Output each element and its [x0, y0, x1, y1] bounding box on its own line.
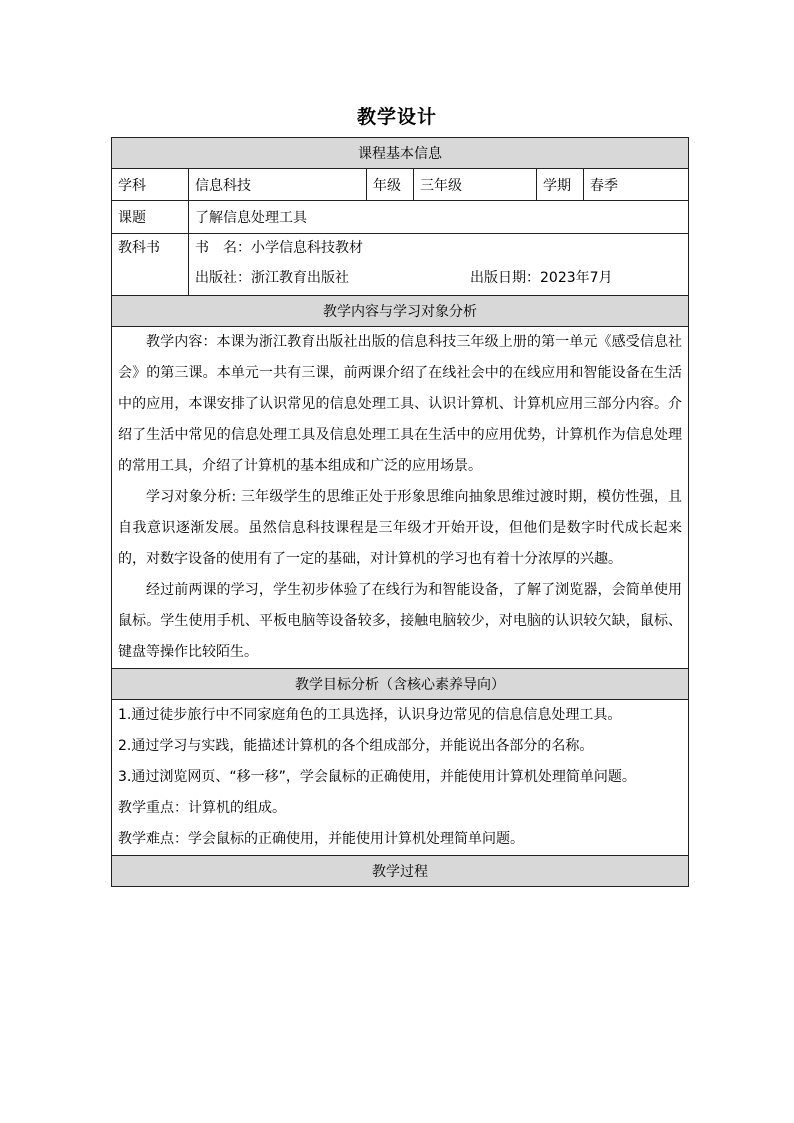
publication-date: 出版日期：2023年7月 [470, 270, 613, 286]
goal-item: 2.通过学习与实践，能描述计算机的各个组成部分，并能说出各部分的名称。 [118, 738, 594, 754]
lesson-plan-table [111, 137, 689, 887]
topic-label: 课题 [112, 201, 189, 234]
subject-row [112, 169, 689, 201]
term-value: 春季 [584, 169, 689, 201]
section-goals: 教学目标分析（含核心素养导向） [112, 669, 689, 700]
goals-row [112, 700, 689, 856]
textbook-label: 教科书 [112, 234, 189, 296]
book-name: 书 名：小学信息科技教材 [195, 240, 363, 256]
analysis-row [112, 327, 689, 669]
topic-row [112, 201, 689, 234]
section-header-row [112, 296, 689, 327]
key-point: 教学重点：计算机的组成。 [118, 800, 286, 816]
subject-label: 学科 [112, 169, 189, 201]
teaching-content-paragraph: 教学内容：本课为浙江教育出版社出版的信息科技三年级上册的第一单元《感受信息社会》的第三课。本单元一共有三课，前两课介绍了在线社会中的在线应用和智能设备在生活中的应用，本课安排了认识常见的信息处理工具、认识计算机、计算机应用三部分内容。介绍了生活中常见的信息处理工具及信息处理工具在生活中的应用优势，计算机作为信息处理的常用工具，介绍了计算机的基本组成和广泛的应用场景。 [118, 334, 683, 474]
difficult-point: 教学难点：学会鼠标的正确使用，并能使用计算机处理简单问题。 [118, 831, 524, 847]
subject-value: 信息科技 [189, 169, 367, 201]
section-analysis: 教学内容与学习对象分析 [112, 296, 689, 327]
goal-item: 3.通过浏览网页、“移一移”，学会鼠标的正确使用，并能使用计算机处理简单问题。 [118, 769, 636, 785]
grade-label: 年级 [367, 169, 414, 201]
prior-learning-paragraph: 经过前两课的学习，学生初步体验了在线行为和智能设备，了解了浏览器，会简单使用鼠标。学生使用手机、平板电脑等设备较多，接触电脑较少，对电脑的认识较欠缺，鼠标、键盘等操作比较陌生。 [118, 582, 683, 660]
section-header-row [112, 138, 689, 169]
goal-item: 1.通过徒步旅行中不同家庭角色的工具选择，认识身边常见的信息信息处理工具。 [118, 707, 622, 723]
textbook-info [189, 234, 689, 296]
publisher: 出版社：浙江教育出版社 [195, 270, 349, 286]
document-title: 教学设计 [356, 106, 437, 128]
learner-analysis-paragraph: 学习对象分析: 三年级学生的思维正处于形象思维向抽象思维过渡时期，模仿性强，且自我意识逐渐发展。虽然信息科技课程是三年级才开始开设，但他们是数字时代成长起来的，对数字设备的使用有了一定的基础，对计算机的学习也有着十分浓厚的兴趣。 [118, 489, 683, 567]
grade-value: 三年级 [414, 169, 537, 201]
section-basic-info: 课程基本信息 [112, 138, 689, 169]
textbook-row [112, 234, 689, 296]
analysis-content [112, 327, 689, 669]
goals-content [112, 700, 689, 856]
section-process: 教学过程 [112, 856, 689, 887]
section-header-row [112, 669, 689, 700]
section-header-row [112, 856, 689, 887]
topic-value: 了解信息处理工具 [189, 201, 689, 234]
term-label: 学期 [537, 169, 584, 201]
